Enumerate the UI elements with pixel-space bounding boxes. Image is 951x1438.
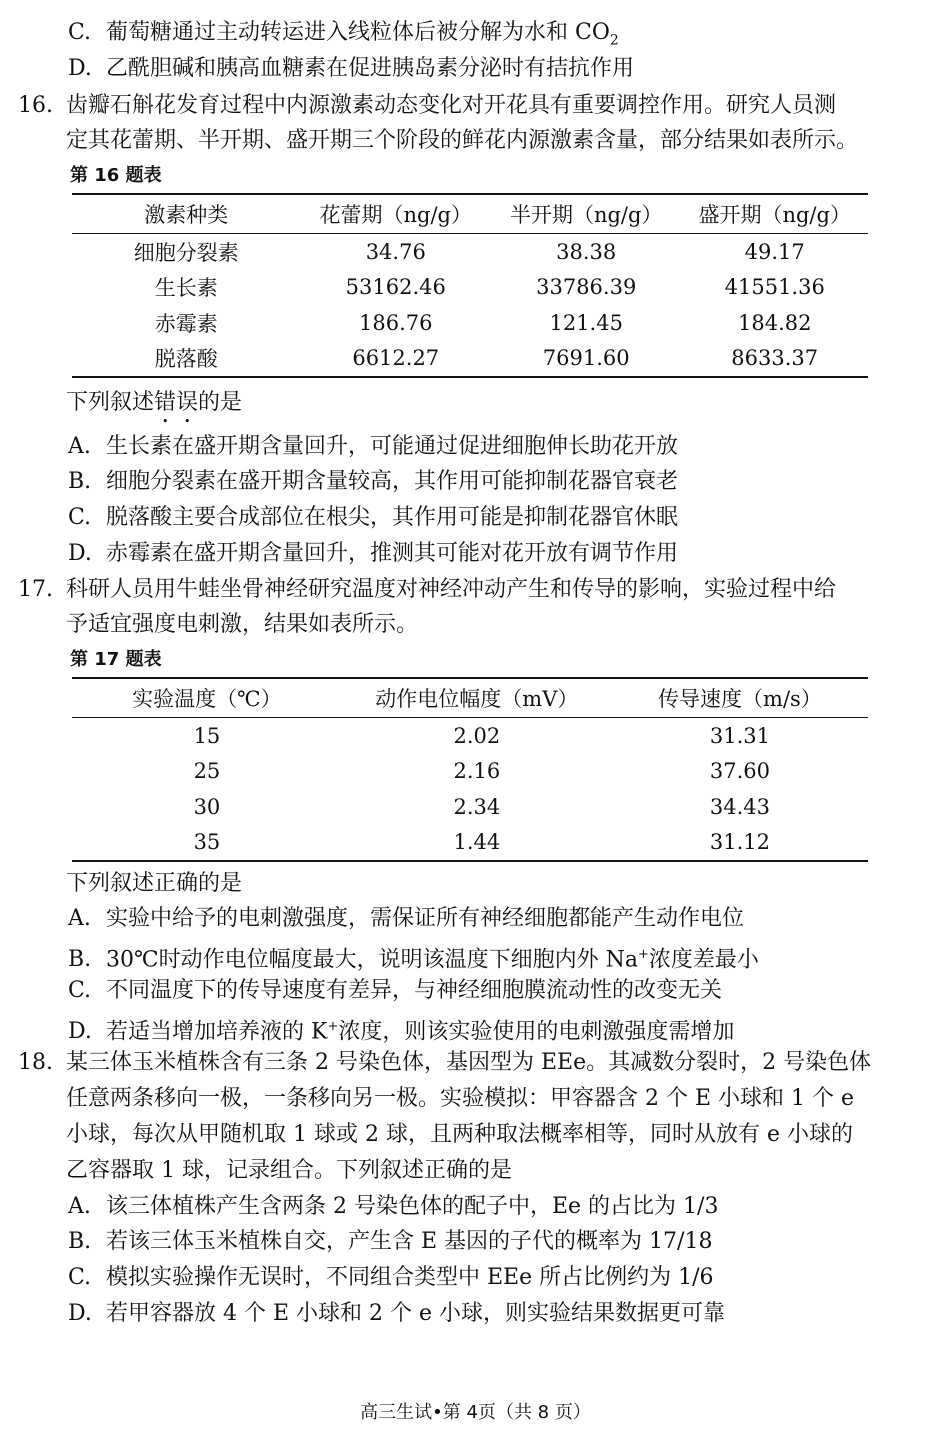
q17-option-b: [68, 940, 759, 975]
option-text: 实验中给予的电刺激强度，需保证所有神经细胞都能产生动作电位: [106, 906, 745, 931]
stem-text: 齿瓣石斛花发育过程中内源激素动态变化对开花具有重要调控作用。研究人员测: [66, 93, 837, 118]
q18-option-c: [68, 1263, 714, 1293]
option-label: D.: [68, 1301, 92, 1326]
q16-prompt: [66, 388, 242, 428]
table-cell: 186.76: [359, 310, 433, 335]
table-row: [72, 341, 868, 378]
option-text: 30℃时动作电位幅度最大，说明该温度下细胞内外 Na: [106, 947, 638, 973]
prompt-text: 的是: [198, 390, 243, 415]
q16-stem-line1: [18, 91, 836, 121]
option-text: 葡萄糖通过主动转运进入线粒体后被分解为水和 CO: [106, 20, 610, 45]
option-text: 乙酰胆碱和胰高血糖素在促进胰岛素分泌时有拮抗作用: [106, 56, 635, 81]
table-header-cell: 半开期（ng/g）: [491, 194, 681, 234]
question-number: 17.: [18, 577, 53, 602]
table-cell: 25: [193, 759, 221, 784]
table-row: [72, 718, 868, 754]
q17-option-c: [68, 976, 722, 1006]
table-cell: 赤霉素: [154, 311, 218, 336]
table-cell: 30: [193, 794, 221, 819]
q17-stem-line2: 予适宜强度电刺激，结果如表所示。: [66, 612, 419, 637]
q16-stem-line2: 定其花蕾期、半开期、盛开期三个阶段的鲜花内源激素含量，部分结果如表所示。: [66, 128, 859, 153]
q16-option-d: [68, 539, 678, 569]
option-text: 该三体植株产生含两条 2 号染色体的配子中，Ee 的占比为 1/3: [106, 1194, 719, 1219]
table-cell: 41551.36: [724, 275, 825, 300]
q18-option-b: [68, 1227, 712, 1257]
option-text: 细胞分裂素在盛开期含量较高，其作用可能抑制花器官衰老: [106, 469, 679, 494]
option-label: D.: [68, 56, 92, 81]
option-text: 若适当增加培养液的 K: [106, 1019, 328, 1045]
table-header-cell: 动作电位幅度（mV）: [342, 678, 612, 718]
option-label: C.: [68, 20, 92, 45]
table-cell: 2.16: [453, 759, 501, 784]
q16-table: [72, 193, 868, 378]
q17-table: [72, 677, 868, 862]
q17-option-a: [68, 904, 744, 934]
option-label: C.: [68, 505, 92, 530]
option-label: C.: [68, 1265, 92, 1290]
q16-table-caption: 第 16 题表: [70, 165, 162, 186]
q17-table-caption: 第 17 题表: [70, 649, 162, 670]
table-cell: 31.12: [709, 830, 770, 855]
table-cell: 184.82: [737, 310, 812, 335]
subscript: 2: [609, 32, 619, 49]
table-cell: 121.45: [549, 310, 623, 335]
option-text: 浓度，则该实验使用的电刺激强度需增加: [338, 1019, 735, 1045]
q15-option-d: [68, 54, 634, 84]
table-cell: 8633.37: [731, 346, 819, 371]
table-row: [72, 754, 868, 790]
table-cell: 15: [193, 723, 221, 748]
table-cell: 37.60: [709, 759, 770, 784]
page-footer: 高三生试•第 4页（共 8 页）: [360, 1402, 591, 1423]
table-header-cell: 激素种类: [72, 194, 301, 234]
table-cell: 2.02: [453, 723, 501, 748]
table-row: [72, 789, 868, 825]
q18-stem-line3: 小球，每次从甲随机取 1 球或 2 球，且两种取法概率相等，同时从放有 e 小球的: [66, 1122, 853, 1147]
option-text: 浓度差最小: [648, 947, 759, 973]
table-cell: 33786.39: [536, 275, 637, 300]
option-label: D.: [68, 541, 92, 566]
option-text: 若该三体玉米植株自交，产生含 E 基因的子代的概率为 17/18: [106, 1229, 713, 1254]
option-label: B.: [68, 1229, 92, 1254]
table-cell: 31.31: [709, 723, 770, 748]
table-cell: 49.17: [744, 239, 805, 264]
table-header-cell: 传导速度（m/s）: [612, 678, 868, 718]
option-label: A.: [68, 906, 91, 931]
option-label: A.: [68, 434, 91, 459]
table-cell: 生长素: [154, 276, 218, 301]
table-cell: 35: [193, 830, 221, 855]
table-row: [72, 305, 868, 341]
table-row: [72, 825, 868, 862]
option-label: B.: [68, 947, 92, 973]
table-header-cell: 实验温度（℃）: [72, 678, 342, 718]
option-text: 不同温度下的传导速度有差异，与神经细胞膜流动性的改变无关: [106, 978, 723, 1003]
prompt-emphasis: 错误: [154, 390, 199, 415]
table-cell: 细胞分裂素: [133, 240, 239, 265]
q18-option-d: [68, 1299, 725, 1329]
q16-option-a: [68, 432, 678, 462]
option-text: 若甲容器放 4 个 E 小球和 2 个 e 小球，则实验结果数据更可靠: [106, 1301, 726, 1326]
q16-option-b: [68, 467, 678, 497]
option-text: 脱落酸主要合成部位在根尖，其作用可能是抑制花器官休眠: [106, 505, 679, 530]
option-text: 生长素在盛开期含量回升，可能通过促进细胞伸长助花开放: [106, 434, 679, 459]
table-header-cell: 盛开期（ng/g）: [681, 194, 868, 234]
table-header-row: [72, 678, 868, 718]
q16-option-c: [68, 503, 678, 533]
table-cell: 53162.46: [345, 275, 446, 300]
q18-option-a: [68, 1192, 718, 1222]
table-row: [72, 270, 868, 306]
stem-text: 某三体玉米植株含有三条 2 号染色体，基因型为 EEe。其减数分裂时，2 号染色体: [66, 1050, 872, 1075]
option-label: B.: [68, 469, 92, 494]
option-text: 模拟实验操作无误时，不同组合类型中 EEe 所占比例约为 1/6: [106, 1265, 714, 1290]
table-cell: 2.34: [453, 794, 501, 819]
q18-stem-line1: [18, 1048, 871, 1078]
question-number: 16.: [18, 93, 53, 118]
q18-stem-line4: 乙容器取 1 球，记录组合。下列叙述正确的是: [66, 1158, 512, 1183]
option-label: A.: [68, 1194, 91, 1219]
table-cell: 38.38: [556, 239, 617, 264]
table-cell: 6612.27: [352, 346, 440, 371]
question-number: 18.: [18, 1050, 53, 1075]
table-cell: 7691.60: [542, 346, 630, 371]
table-cell: 脱落酸: [154, 347, 218, 372]
stem-text: 科研人员用牛蛙坐骨神经研究温度对神经冲动产生和传导的影响，实验过程中给: [66, 577, 837, 602]
table-cell: 34.76: [365, 239, 426, 264]
table-row: [72, 234, 868, 270]
q17-stem-line1: [18, 575, 836, 605]
table-header-cell: 花蕾期（ng/g）: [301, 194, 491, 234]
q17-prompt: 下列叙述正确的是: [66, 871, 243, 896]
q17-option-d: [68, 1012, 734, 1047]
option-text: 赤霉素在盛开期含量回升，推测其可能对花开放有调节作用: [106, 541, 679, 566]
superscript: +: [637, 947, 649, 962]
table-cell: 34.43: [709, 794, 770, 819]
q18-stem-line2: 任意两条移向一极，一条移向另一极。实验模拟：甲容器含 2 个 E 小球和 1 个 e: [66, 1086, 855, 1111]
option-label: D.: [68, 1019, 92, 1045]
table-cell: 1.44: [453, 830, 501, 855]
prompt-text: 下列叙述: [66, 390, 155, 415]
table-header-row: [72, 194, 868, 234]
superscript: +: [327, 1019, 339, 1034]
option-label: C.: [68, 978, 92, 1003]
q15-option-c: [68, 18, 619, 55]
